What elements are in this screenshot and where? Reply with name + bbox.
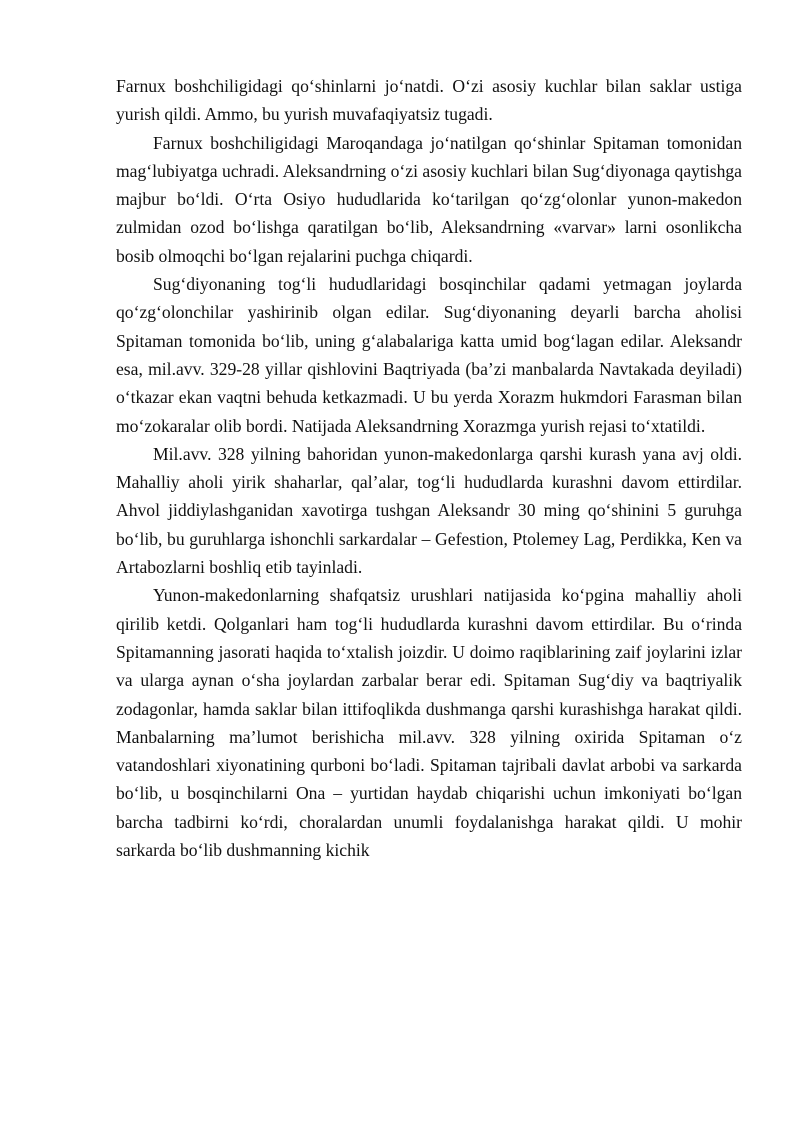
paragraph-2: Farnux boshchiligidagi Maroqandaga jo‘natilgan qo‘shinlar Spitaman tomonidan mag‘lubiyatga uchradi. Aleksandrning o‘zi asosiy kuchlari bilan Sug‘diyonaga qaytishga majbur bo‘ldi. O‘rta Osiyo hududlarida ko‘tarilgan qo‘zg‘olonlar yunon-makedon zulmidan ozod bo‘lishga qaratilgan bo‘lib, Aleksandrning «varvar» larni osonlikcha bosib olmoqchi bo‘lgan rejalarini puchga chiqardi. xyxy=(116,132,742,266)
paragraph-1: Farnux boshchiligidagi qo‘shinlarni jo‘natdi. O‘zi asosiy kuchlar bilan saklar ustiga yurish qildi. Ammo, bu yurish muvafaqiyatsiz tugadi. xyxy=(116,76,742,125)
document-page xyxy=(116,72,742,864)
paragraph-3: Sug‘diyonaning tog‘li hududlaridagi bosqinchilar qadami yetmagan joylarda qo‘zg‘olonchilar yashirinib olgan edilar. Sug‘diyonaning deyarli barcha aholisi Spitaman tomonida bo‘lib, uning g‘alabalariga katta umid bog‘lagan edilar. Aleksandr esa, mil.avv. 329-28 yillar qishlovini Baqtriyada (ba’zi manbalarda Navtakada deyiladi) o‘tkazar ekan vaqtni behuda ketkazmadi. U bu yerda Xorazm hukmdori Farasman bilan mo‘zokaralar olib bordi. Natijada Aleksandrning Xorazmga yurish rejasi to‘xtatildi. xyxy=(116,274,742,436)
paragraph-4: Mil.avv. 328 yilning bahoridan yunon-makedonlarga qarshi kurash yana avj oldi. Mahalliy aholi yirik shaharlar, qal’alar, tog‘li hududlarda kurashni davom ettirdilar. Ahvol jiddiylashganidan xavotirga tushgan Aleksandr 30 ming qo‘shinini 5 guruhga bo‘lib, bu guruhlarga ishonchli sarkardalar – Gefestion, Ptolemey Lag, Perdikka, Ken va Artabozlarni boshliq etib tayinladi. xyxy=(116,443,742,578)
paragraph-5: Yunon-makedonlarning shafqatsiz urushlari natijasida ko‘pgina mahalliy aholi qirilib ketdi. Qolganlari ham tog‘li hududlarda kurashni davom ettirdilar. Bu o‘rinda Spitamanning jasorati haqida to‘xtalish joizdir. U doimo raqiblarining zaif joylarini izlar va ularga aynan o‘sha joylardan zarbalar berar edi. Spitaman Sug‘diy va baqtriyalik zodagonlar, hamda saklar bilan ittifoqlikda dushmanga qarshi kurashishga harakat qildi. Manbalarning ma’lumot berishicha mil.avv. 328 yilning oxirida Spitaman o‘z vatandoshlari xiyonatining qurboni bo‘ladi. Spitaman tajribali davlat arbobi va sarkarda bo‘lib, u bosqinchilarni Ona – yurtidan haydab chiqarishi uchun imkoniyati bo‘lgan barcha tadbirni ko‘rdi, choralardan unumli foydalanishga harakat qildi. U mohir sarkarda bo‘lib dushmanning kichik xyxy=(116,585,742,861)
